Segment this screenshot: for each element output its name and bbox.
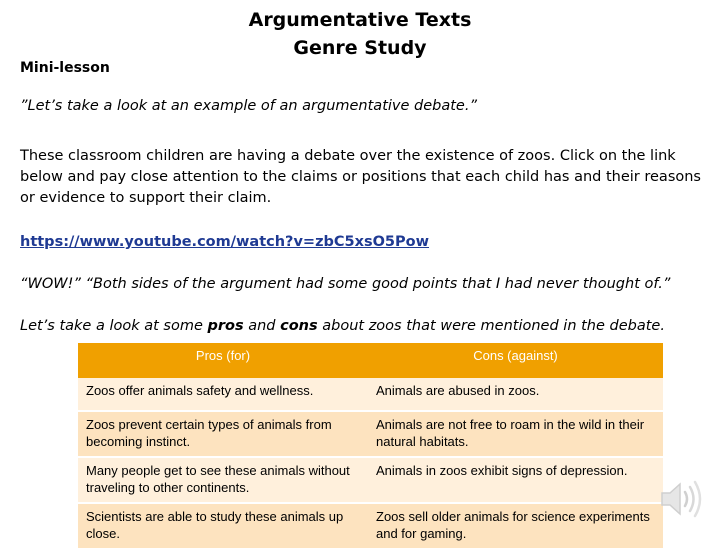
intro-text-post: about zoos that were mentioned in the debate. — [317, 318, 665, 334]
pro-cell: Zoos offer animals safety and wellness. — [78, 378, 368, 411]
con-cell: Animals are abused in zoos. — [368, 378, 663, 411]
table-row — [78, 378, 663, 411]
header-pros: Pros (for) — [78, 343, 368, 378]
con-cell: Zoos sell older animals for science experiments and for gaming. — [368, 503, 663, 549]
pros-cons-table — [78, 343, 663, 550]
page-title — [200, 6, 520, 62]
table-row — [78, 411, 663, 457]
pros-cons-intro — [20, 318, 710, 334]
intro-cons: cons — [280, 318, 318, 334]
intro-quote: ”Let’s take a look at an example of an argumentative debate.” — [20, 98, 477, 114]
header-cons: Cons (against) — [368, 343, 663, 378]
speaker-icon[interactable] — [654, 472, 708, 526]
table-header-row — [78, 343, 663, 378]
pro-cell: Many people get to see these animals without traveling to other continents. — [78, 457, 368, 503]
intro-text-pre: Let’s take a look at some — [20, 318, 208, 334]
instructions-paragraph: These classroom children are having a debate over the existence of zoos. Click on the link below and pay close attention to the claims or positions that each child has and their reasons or evidence to support their claim. — [20, 148, 701, 206]
intro-pros: pros — [207, 318, 244, 334]
intro-text-mid: and — [243, 318, 281, 334]
pro-cell: Scientists are able to study these animals up close. — [78, 503, 368, 549]
con-cell: Animals in zoos exhibit signs of depression. — [368, 457, 663, 503]
wow-quote: “WOW!” “Both sides of the argument had some good points that I had never thought of.” — [20, 276, 671, 292]
mini-lesson-label: Mini-lesson — [20, 60, 110, 76]
con-cell: Animals are not free to roam in the wild in their natural habitats. — [368, 411, 663, 457]
pro-cell: Zoos prevent certain types of animals from becoming instinct. — [78, 411, 368, 457]
title-line-1: Argumentative Texts — [248, 9, 472, 31]
table-row — [78, 503, 663, 549]
title-line-2: Genre Study — [293, 37, 427, 59]
youtube-link[interactable]: https://www.youtube.com/watch?v=zbC5xsO5Pow — [20, 234, 430, 250]
table-row — [78, 457, 663, 503]
